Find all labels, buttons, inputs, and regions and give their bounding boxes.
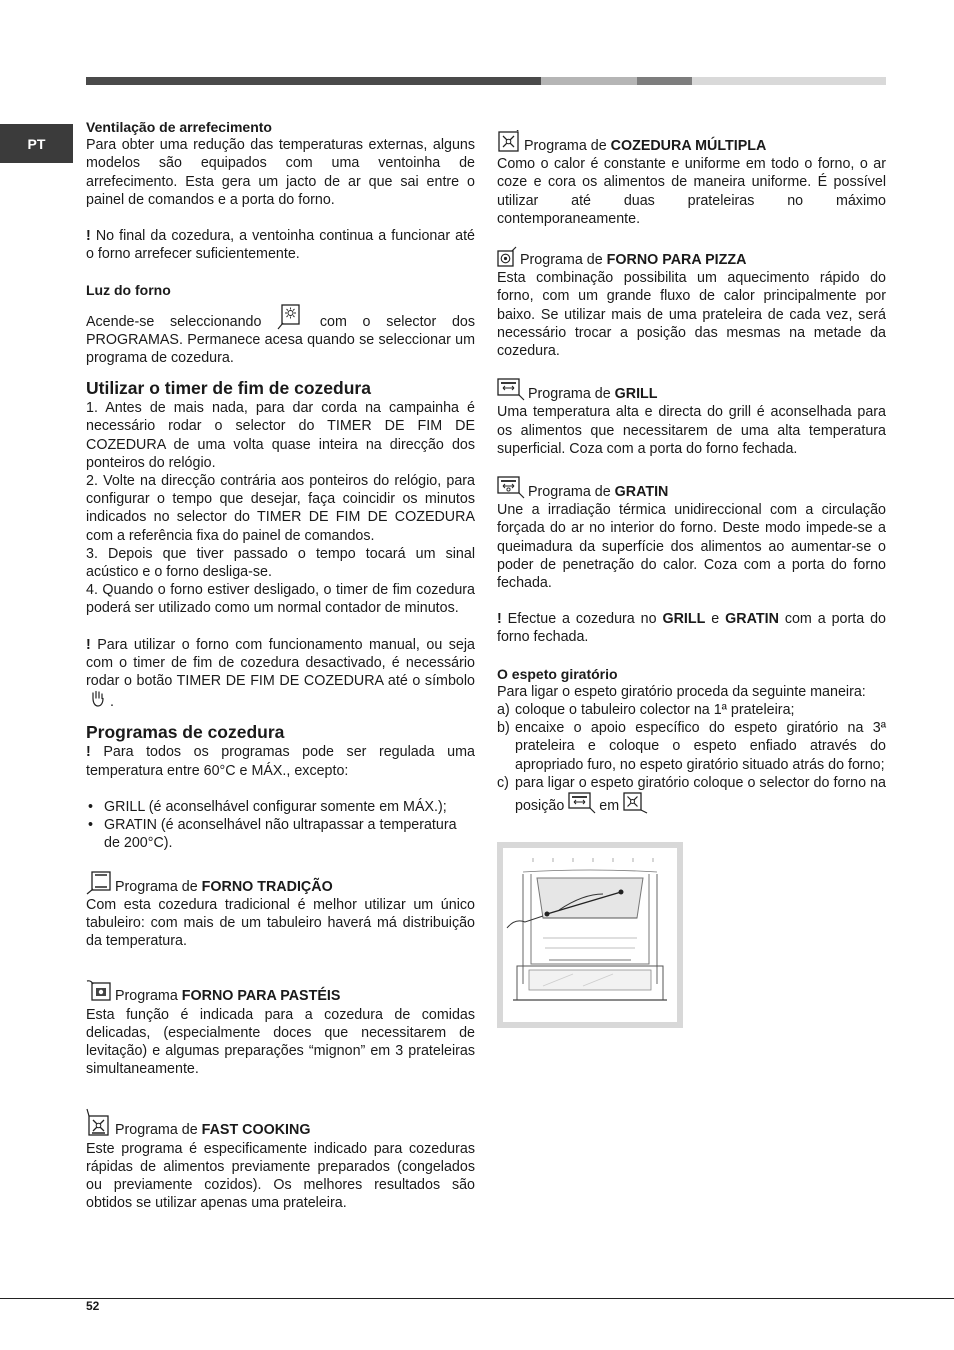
bar-segment-light xyxy=(541,77,637,85)
fast-cooking-icon xyxy=(86,1108,112,1138)
oven-light-icon xyxy=(277,304,301,330)
espeto-intro: Para ligar o espeto giratório proceda da seguinte maneira: xyxy=(497,683,866,700)
pasteis-name: FORNO PARA PASTÉIS xyxy=(181,988,341,1005)
fast-heading xyxy=(86,1108,475,1139)
multi-text: Como o calor é constante e uniforme em todo o forno, o ar coze e cora os alimentos de maneira uniforme. É possível utilizar até duas prateleiras no máximo contemporaneamente. xyxy=(497,156,886,227)
warning-mark: ! xyxy=(86,744,104,761)
multi-heading xyxy=(497,130,886,155)
tradicao-name: FORNO TRADIÇÃO xyxy=(201,878,333,895)
step-text-em: em xyxy=(599,798,620,815)
note-e: e xyxy=(711,611,720,628)
pasteis-heading xyxy=(86,980,475,1005)
tradicao-text: Com esta cozedura tradicional é melhor utilizar um único tabuleiro: com mais de um tabuleiro haverá má distribuição da temperatura. xyxy=(86,896,475,950)
step-text: coloque o tabuleiro colector na 1ª prateleira; xyxy=(515,702,795,719)
pizza-prefix: Programa de xyxy=(520,252,603,269)
pizza-oven-icon xyxy=(497,246,517,268)
luz-text xyxy=(86,304,475,368)
fast-cooking-icon xyxy=(623,792,649,814)
rotisserie-oven-figure xyxy=(497,842,683,1028)
warning-mark: ! xyxy=(86,636,98,653)
pizza-heading xyxy=(497,246,886,269)
gratin-heading xyxy=(497,476,886,501)
grill-prefix: Programa de xyxy=(528,386,611,403)
programs-note-text: Para todos os programas pode ser regulada uma temperatura entre 60°C e MÁX., excepto: xyxy=(86,744,475,779)
tradicao-heading xyxy=(86,871,475,896)
note-grill: GRILL xyxy=(662,611,706,628)
timer-note-end: . xyxy=(110,694,114,711)
pizza-text: Esta combinação possibilita um aquecimento rápido do forno, com um grande fluxo de calor principalmente por baixo. Se utilizar mais de uma prateleira de cada vez, será necessário trocar a posição das mesmas na metade da cozedura. xyxy=(497,270,886,360)
tradicao-prefix: Programa de xyxy=(115,878,198,895)
timer-step-1: 1. Antes de mais nada, para dar corda na campainha é necessário rodar o selector do TIMER DE FIM DE COZEDURA de uma volta quase inteira na direcção dos ponteiros do relógio. xyxy=(86,400,475,471)
note-gratin: GRATIN xyxy=(725,611,779,628)
timer-step-4: 4. Quando o forno estiver desligado, o timer de fim cozedura poderá ser utilizado como um normal contador de minutos. xyxy=(86,582,475,617)
bar-segment-pale xyxy=(692,77,886,85)
left-column xyxy=(86,118,475,1212)
luz-text-b: com o selector dos PROGRAMAS. Permanece acesa quando se seleccionar um programa de cozedura. xyxy=(86,313,475,367)
timer-step-3: 3. Depois que tiver passado o tempo tocará um sinal acústico e o forno desliga-se. xyxy=(86,545,475,581)
list-item: • GRATIN (é aconselhável não ultrapassar a temperatura de 200°C). xyxy=(86,816,475,852)
pastry-oven-icon xyxy=(86,980,112,1004)
right-column xyxy=(497,130,886,815)
programs-title: Programas de cozedura xyxy=(86,722,285,743)
timer-step-2: 2. Volte na direcção contrária aos ponteiros do relógio, para configurar o tempo que desejar, faça coincidir os minutos indicados no selector do TIMER DE FIM DE COZEDURA com a referência fixa do painel de comandos. xyxy=(86,473,475,544)
grill-icon xyxy=(497,378,525,402)
timer-note xyxy=(86,636,475,712)
step-mark: a) xyxy=(497,702,510,719)
warning-mark: ! xyxy=(497,611,508,628)
timer-title: Utilizar o timer de fim de cozedura xyxy=(86,378,371,399)
list-item: • GRILL (é aconselhável configurar somente em MÁX.); xyxy=(86,798,475,816)
page-number: 52 xyxy=(86,1299,100,1313)
pasteis-text: Esta função é indicada para a cozedura de comidas delicadas, (especialmente doces que necessitarem de levitação) e algumas preparações “mignon” em 3 prateleiras simultaneamente. xyxy=(86,1006,475,1078)
grill-gratin-note xyxy=(497,610,886,646)
vent-note-text: No final da cozedura, a ventoinha continua a funcionar até o forno arrefecer suficientemente. xyxy=(86,228,476,263)
gratin-text: Une a irradiação térmica unidireccional com a circulação forçada do ar no interior do forno. Deste modo impede-se a queimadura da superfície dos alimentos ao aumentar-se o poder de penetração do calor. Coza com a porta do forno fechada. xyxy=(497,502,886,592)
espeto-steps xyxy=(497,701,886,815)
vent-title: Ventilação de arrefecimento xyxy=(86,119,272,135)
bar-segment-dark xyxy=(86,77,541,85)
multi-prefix: Programa de xyxy=(524,138,607,154)
programs-note xyxy=(86,743,475,779)
grill-heading xyxy=(497,378,886,403)
list-item xyxy=(497,719,886,774)
traditional-oven-icon xyxy=(86,871,112,895)
fast-text: Este programa é especificamente indicado para cozeduras rápidas de alimentos previamente preparados (congelados ou previamente cozidos). Os melhores resultados são obtidos se utilizar apenas uma prateleira. xyxy=(86,1140,475,1212)
multi-name: COZEDURA MÚLTIPLA xyxy=(610,138,767,154)
vent-text: Para obter uma redução das temperaturas externas, alguns modelos são equipados com uma ventoinha de arrefecimento. Esta gera um jacto de ar que sai entre o painel de comandos e a porta do forno. xyxy=(86,137,475,208)
oven-rotisserie-illustration xyxy=(503,848,677,1022)
warning-mark: ! xyxy=(86,228,96,245)
multi-cooking-icon xyxy=(497,130,521,154)
note-a: Efectue a cozedura no xyxy=(507,611,657,628)
step-text: encaixe o apoio específico do espeto giratório na 3ª prateleira e coloque o espeto enfiado através do apropriado furo, no espeto giratório situado atrás do forno; xyxy=(515,720,886,773)
note-b: com a porta do forno fechada. xyxy=(497,611,886,646)
step-mark: b) xyxy=(497,720,510,737)
grill-name: GRILL xyxy=(614,386,658,403)
header-color-bar xyxy=(86,77,886,85)
timer-note-text: Para utilizar o forno com funcionamento manual, ou seja com o timer de fim de cozedura desactivado, é necessário rodar o botão TIMER DE FIM DE COZEDURA até o símbolo xyxy=(86,636,475,690)
gratin-prefix: Programa de xyxy=(528,484,611,501)
espeto-title: O espeto giratório xyxy=(497,665,618,682)
step-mark: c) xyxy=(497,774,509,791)
gratin-name: GRATIN xyxy=(614,484,669,501)
list-item xyxy=(497,701,886,719)
list-item xyxy=(497,774,886,815)
pizza-name: FORNO PARA PIZZA xyxy=(606,252,747,269)
grill-text: Uma temperatura alta e directa do grill é aconselhada para os alimentos que necessitarem de uma alta temperatura superficial. Coza com a porta do forno fechada. xyxy=(497,404,886,457)
fast-name: FAST COOKING xyxy=(201,1122,311,1139)
footer-rule xyxy=(0,1298,954,1299)
fast-prefix: Programa de xyxy=(115,1122,198,1139)
programs-exceptions-list xyxy=(86,798,475,853)
luz-title: Luz do forno xyxy=(86,282,171,299)
pasteis-prefix: Programa xyxy=(115,988,178,1005)
vent-note xyxy=(86,227,475,263)
language-tab: PT xyxy=(0,124,73,163)
grill-icon xyxy=(568,792,596,814)
luz-text-a: Acende-se seleccionando xyxy=(86,313,262,330)
bar-segment-mid xyxy=(637,77,692,85)
gratin-icon xyxy=(497,476,525,500)
step-text: para ligar o espeto giratório coloque o selector do forno na posição xyxy=(515,774,886,815)
manual-hand-icon xyxy=(89,690,107,708)
